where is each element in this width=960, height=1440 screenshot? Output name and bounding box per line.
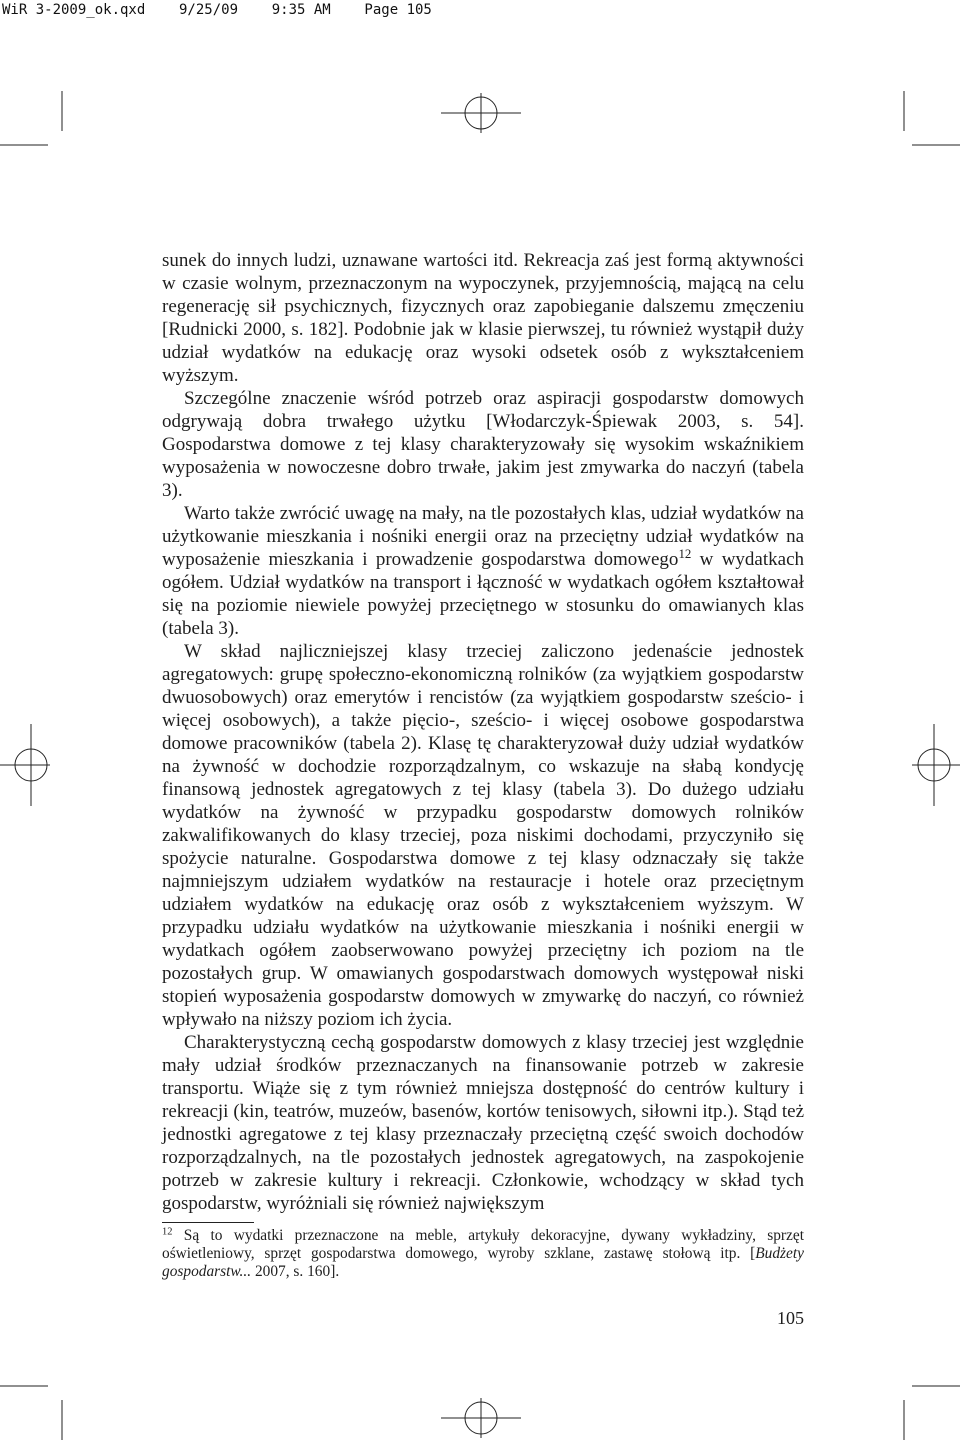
- footnote: [162, 1227, 804, 1281]
- page-number: 105: [777, 1308, 804, 1328]
- paragraph: Szczególne znaczenie wśród potrzeb oraz aspiracji gospodarstw domowych odgrywają dobra trwałego użytku [Włodarczyk-Śpiewak 2003, s. 54]. Gospodarstwa domowe z tej klasy charakteryzowały się wysokim wskaźnikiem wyposażenia w nowoczesne dobro trwałe, jakim jest zmywarka do naczyń (tabela 3).: [162, 388, 804, 501]
- paragraph: [162, 502, 804, 640]
- footnote-rule: [162, 1222, 254, 1223]
- registration-mark-left: [0, 724, 50, 806]
- file-slug-header: WiR 3-2009_ok.qxd 9/25/09 9:35 AM Page 105: [2, 2, 432, 18]
- footnote-marker: 12: [162, 1226, 173, 1238]
- paragraph-text: w wydatkach ogółem. Udział wydatków na transport i łączność w wydatkach ogółem kształtował się na poziomie niewiele powyżej przeciętnego w stosunku do omawianych klas (tabela 3).: [162, 549, 805, 639]
- footnote-citation: Budżety gospodarstw...: [162, 1245, 804, 1280]
- footnote-text: Są to wydatki przeznaczone na meble, artykuły dekoracyjne, dywany wykładziny, sprzęt oświetleniowy, sprzęt gospodarstwa domowego, wyroby szklane, zastawę stołową itp. [: [162, 1227, 804, 1262]
- paragraph: sunek do innych ludzi, uznawane wartości itd. Rekreacja zaś jest formą aktywności w czasie wolnym, przeznaczonym na wypoczynek, przyjemnością, mającą na celu regenerację sił psychicznych, fizycznych oraz zapobieganie dalszemu zmęczeniu [Rudnicki 2000, s. 182]. Podobnie jak w klasie pierwszej, tu również wystąpił duży udział wydatków na edukację oraz wysoki odsetek osób z wykształceniem wyższym.: [162, 250, 804, 386]
- body-text: [162, 249, 804, 1215]
- registration-mark-right: [912, 724, 960, 806]
- registration-mark-bottom: [441, 1398, 521, 1438]
- paragraph-text: Warto także zwrócić uwagę na mały, na tle pozostałych klas, udział wydatków na użytkowanie mieszkania i nośniki energii oraz na przeciętny udział wydatków na wyposażenie mieszkania i prowadzenie gospodarstwa domowego: [162, 503, 804, 570]
- paragraph: Charakterystyczną cechą gospodarstw domowych z klasy trzeciej jest względnie mały udział środków przeznaczanych na finansowanie potrzeb w zakresie transportu. Wiąże się z tym również mniejsza dostępność do centrów kultury i rekreacji (kin, teatrów, muzeów, basenów, kortów tenisowych, siłowni itp.). Stąd też jednostki agregatowe z tej klasy przeznaczały przeciętną część swoich dochodów rozporządzalnych, na tle pozostałych jednostek agregatowych, na zaspokojenie potrzeb w zakresie kultury i rekreacji. Członkowie, wchodzący w skład tych gospodarstw, wyróżniali się również największym: [162, 1032, 804, 1214]
- footnote-citation-tail: 2007, s. 160].: [251, 1263, 340, 1280]
- paragraph: W skład najliczniejszej klasy trzeciej zaliczono jedenaście jednostek agregatowych: grupę społeczno-ekonomiczną rolników (za wyjątkiem gospodarstw dwuosobowych) oraz emerytów i rencistów (za wyjątkiem gospodarstw sześcio- i więcej osobowych), a także pięcio-, sześcio- i więcej osobowe gospodarstwa domowe pracowników (tabela 2). Klasę tę charakteryzował duży udział wydatków na żywność w dochodzie rozporządzalnym, co wskazuje na słabą kondycję finansową jednostek agregatowych z tej klasy (tabela 3). Do dużego udziału wydatków na żywność w przypadku gospodarstw domowych rolników zakwalifikowanych do klasy trzeciej, poza niskimi dochodami, przyczyniło się spożycie naturalne. Gospodarstwa domowe z tej klasy odznaczały się także najmniejszym udziałem wydatków na restauracje i hotele oraz przeciętnym udziałem wydatków na edukację oraz osób z wykształceniem wyższym. W przypadku udziału wydatków na użytkowanie mieszkania i nośniki energii w wydatkach ogółem zaobserwowano powyżej przeciętny ich poziom na tle pozostałych grup. W omawianych gospodarstwach domowych występował niski stopień wyposażenia gospodarstw domowych w zmywarkę do naczyń, co również wpływało na niższy poziom ich życia.: [162, 641, 804, 1030]
- registration-mark-top: [441, 93, 521, 133]
- footnote-reference: 12: [678, 545, 692, 561]
